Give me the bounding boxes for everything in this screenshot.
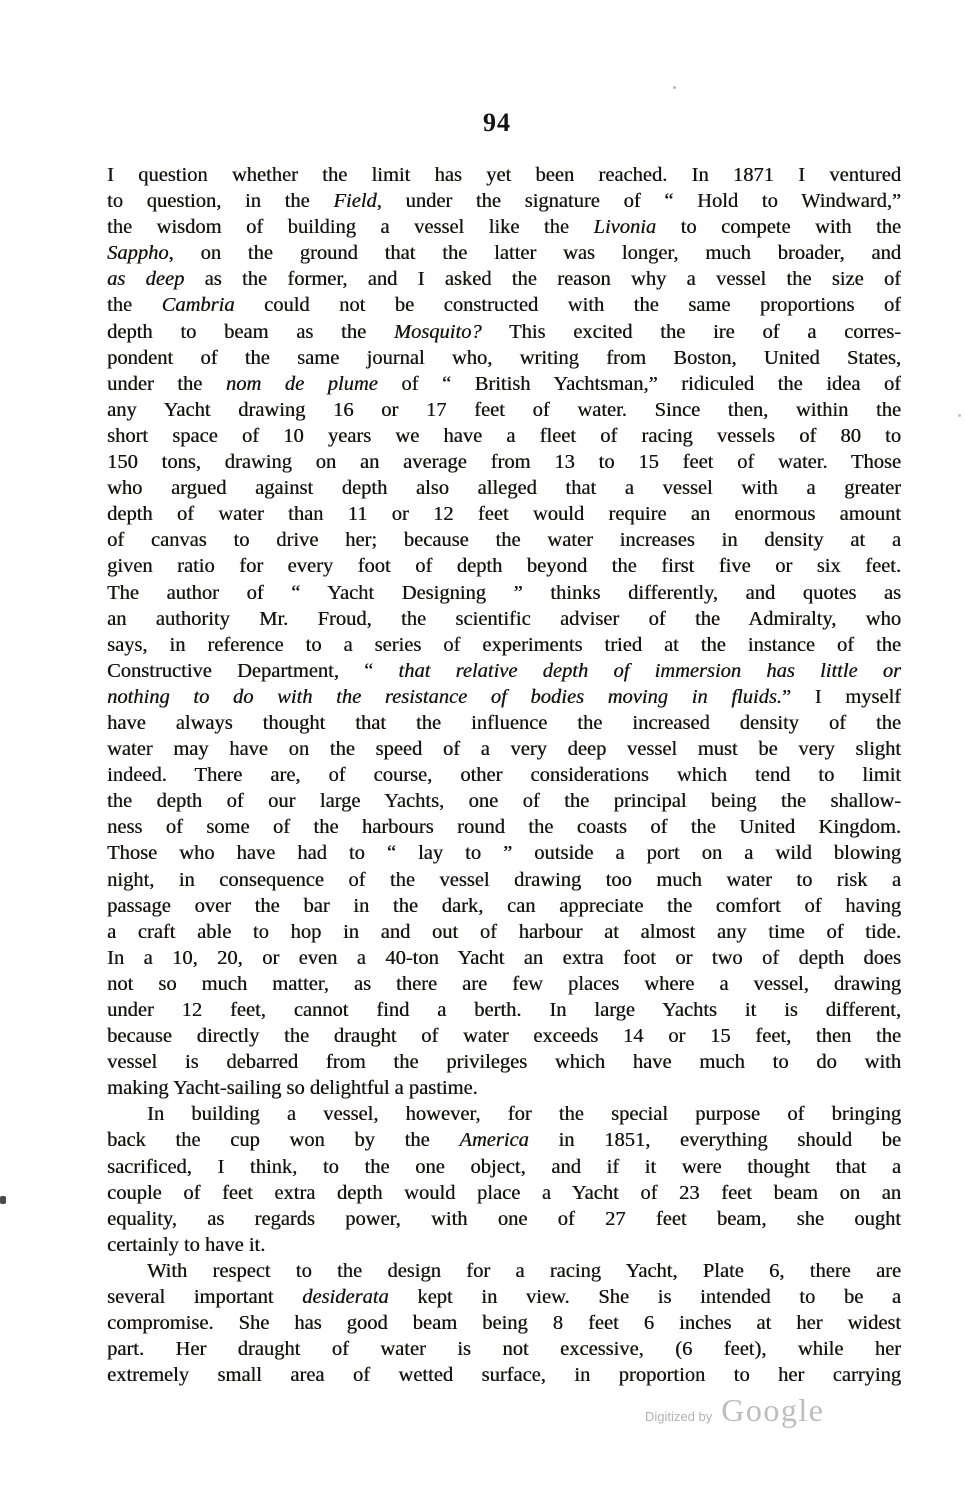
text-line: a craft able to hop in and out of harbour at almost any time of tide.	[107, 920, 901, 943]
text-line: I question whether the limit has yet been reached. In 1871 I ventured	[107, 164, 901, 186]
text-line: night, in consequence of the vessel drawing too much water to risk a	[107, 868, 901, 891]
page-number: 94	[483, 108, 511, 137]
text-line: under the nom de plume of “ British Yachtsman,” ridiculed the idea of	[107, 372, 901, 395]
text-line: because directly the draught of water exceeds 14 or 15 feet, then the	[107, 1025, 901, 1048]
text-line: extremely small area of wetted surface, in proportion to her carrying	[107, 1364, 901, 1387]
text-line: have always thought that the influence the increased density of the	[107, 711, 901, 734]
text-line: certainly to have it.	[107, 1233, 266, 1256]
text-line: the wisdom of building a vessel like the Livonia to compete with the	[107, 216, 901, 239]
text-line: couple of feet extra depth would place a Yacht of 23 feet beam on an	[107, 1181, 901, 1204]
text-line: Sappho, on the ground that the latter was longer, much broader, and	[107, 242, 901, 265]
text-line: pondent of the same journal who, writing from Boston, United States,	[107, 346, 901, 369]
text-line: part. Her draught of water is not excessive, (6 feet), while her	[107, 1338, 901, 1361]
text-line: With respect to the design for a racing Yacht, Plate 6, there are	[147, 1259, 901, 1282]
text-line: Constructive Department, “ that relative depth of immersion has little or	[107, 659, 901, 682]
text-line: ness of some of the harbours round the coasts of the United Kingdom.	[107, 816, 901, 839]
text-line: depth of water than 11 or 12 feet would require an enormous amount	[107, 503, 901, 526]
text-line: of canvas to drive her; because the water increases in density at a	[107, 529, 901, 552]
text-line: depth to beam as the Mosquito? This excited the ire of a corres-	[107, 320, 901, 343]
text-line: compromise. She has good beam being 8 feet 6 inches at her widest	[107, 1312, 901, 1335]
text-line: the Cambria could not be constructed with the same proportions of	[107, 294, 901, 317]
text-line: making Yacht-sailing so delightful a pastime.	[107, 1077, 478, 1100]
text-line: short space of 10 years we have a fleet of racing vessels of 80 to	[107, 424, 901, 447]
text-line: The author of “ Yacht Designing ” thinks differently, and quotes as	[107, 581, 901, 604]
text-line: passage over the bar in the dark, can appreciate the comfort of having	[107, 894, 901, 917]
text-line: any Yacht drawing 16 or 17 feet of water. Since then, within the	[107, 398, 901, 421]
text-line: as deep as the former, and I asked the reason why a vessel the size of	[107, 268, 901, 291]
text-line: several important desiderata kept in view. She is intended to be a	[107, 1286, 901, 1309]
text-line: In building a vessel, however, for the special purpose of bringing	[147, 1103, 901, 1126]
text-line: says, in reference to a series of experiments tried at the instance of the	[107, 633, 901, 656]
text-line: indeed. There are, of course, other considerations which tend to limit	[107, 764, 901, 787]
text-line: Those who have had to “ lay to ” outside a port on a wild blowing	[107, 842, 901, 865]
google-logo: Google	[721, 1392, 825, 1428]
text-line: water may have on the speed of a very deep vessel must be very slight	[107, 738, 901, 761]
text-line: under 12 feet, cannot find a berth. In large Yachts it is different,	[107, 999, 901, 1021]
text-line: In a 10, 20, or even a 40-ton Yacht an extra foot or two of depth does	[107, 946, 901, 969]
scan-speck	[958, 414, 961, 417]
text-line: sacrificed, I think, to the one object, and if it were thought that a	[107, 1155, 901, 1178]
scan-speck	[673, 86, 676, 89]
scan-speck	[0, 1196, 6, 1204]
text-line: not so much matter, as there are few places where a vessel, drawing	[107, 972, 901, 995]
digitized-by-text: Digitized by	[645, 1409, 713, 1424]
text-line: given ratio for every foot of depth beyond the first five or six feet.	[107, 555, 901, 578]
text-block	[107, 162, 901, 1388]
text-line: an authority Mr. Froud, the scientific adviser of the Admiralty, who	[107, 607, 901, 630]
watermark	[645, 1392, 824, 1429]
text-line: nothing to do with the resistance of bodies moving in fluids.” I myself	[107, 685, 901, 708]
text-line: back the cup won by the America in 1851, everything should be	[107, 1129, 901, 1152]
text-line: to question, in the Field, under the signature of “ Hold to Windward,”	[107, 190, 901, 213]
text-line: the depth of our large Yachts, one of the principal being the shallow-	[107, 790, 901, 813]
text-line: who argued against depth also alleged that a vessel with a greater	[107, 477, 901, 500]
text-line: equality, as regards power, with one of 27 feet beam, she ought	[107, 1207, 901, 1230]
text-line: vessel is debarred from the privileges which have much to do with	[107, 1051, 901, 1074]
text-line: 150 tons, drawing on an average from 13 to 15 feet of water. Those	[107, 451, 901, 474]
